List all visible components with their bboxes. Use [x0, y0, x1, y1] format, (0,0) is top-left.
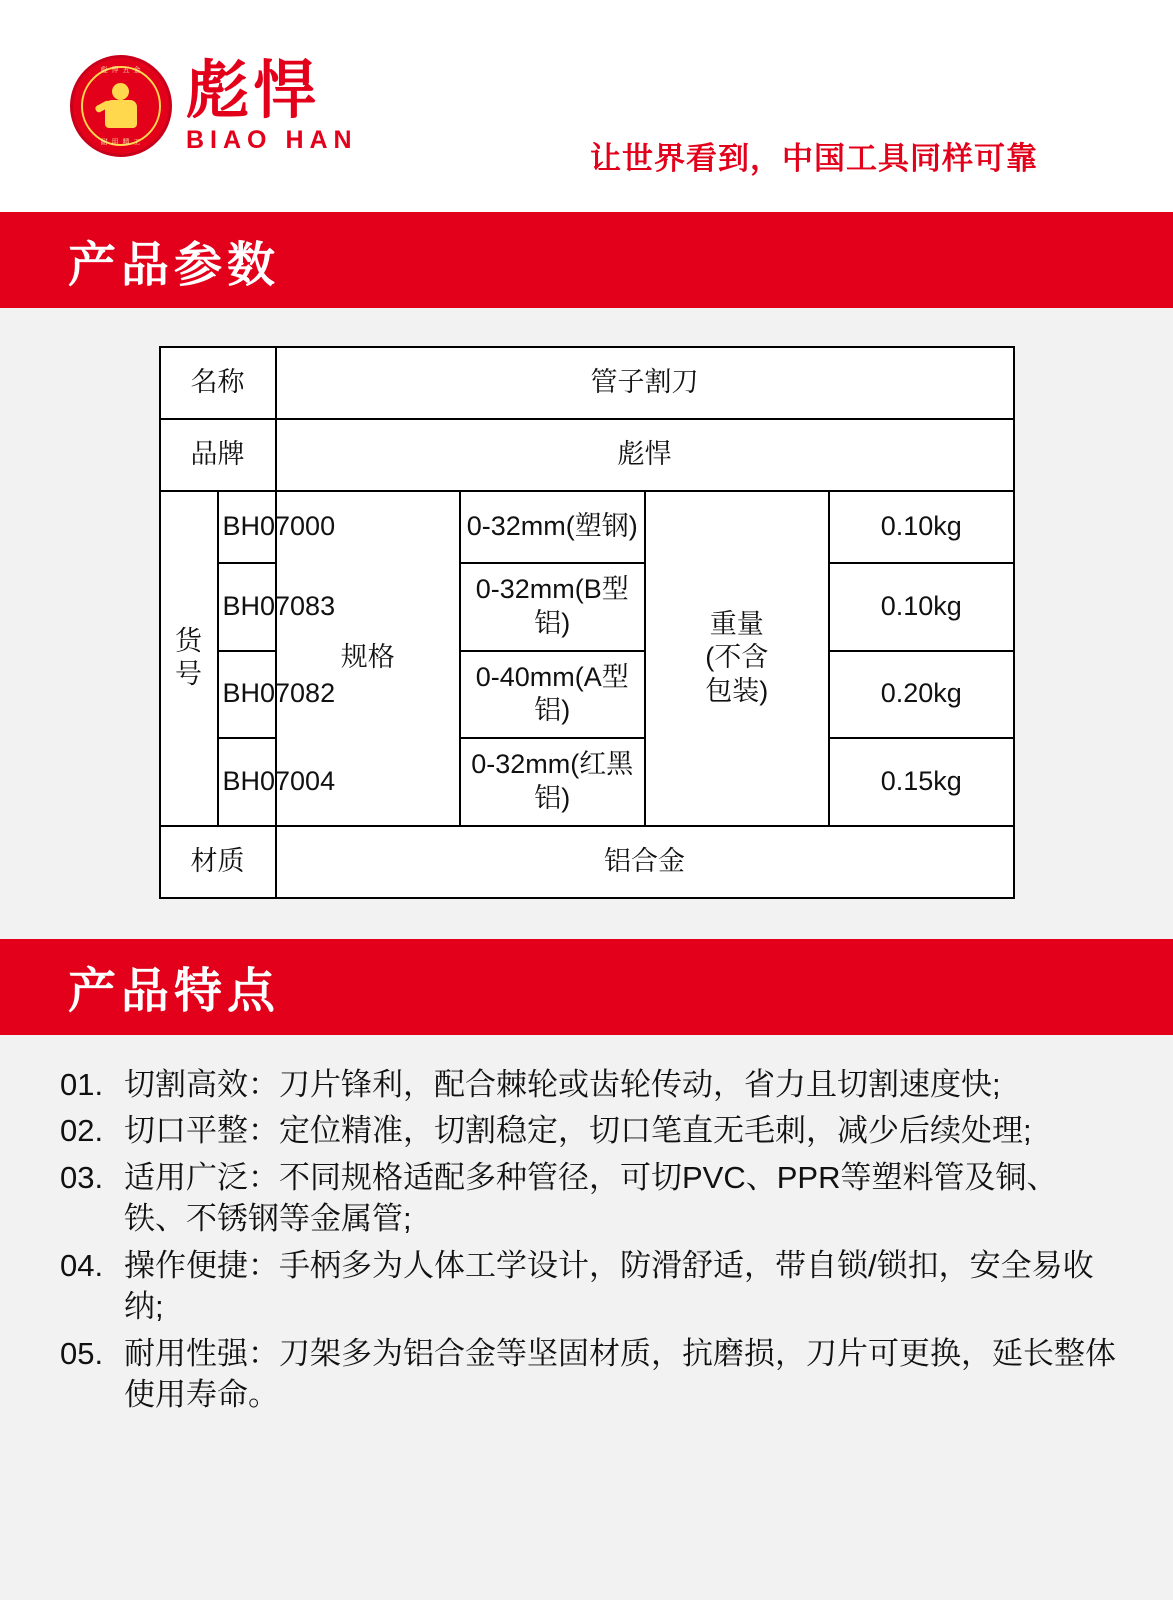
table-row [160, 826, 1014, 898]
feature-text: 切割高效：刀片锋利，配合棘轮或齿轮传动，省力且切割速度快; [124, 1066, 1001, 1102]
spec-material-value: 铝合金 [276, 826, 1014, 898]
brand-lockup [70, 55, 358, 157]
product-spec-table [159, 346, 1015, 899]
spec-weight-label-line2: (不含 [705, 642, 769, 673]
feature-number: 05. [60, 1335, 104, 1371]
table-row [160, 491, 1014, 563]
feature-text: 操作便捷：手柄多为人体工学设计，防滑舒适，带自锁/锁扣，安全易收纳; [124, 1248, 1094, 1325]
spec-code-value-1: BH07000 [218, 491, 276, 563]
list-item [60, 1334, 1117, 1416]
spec-range-value-3: 0-40mm(A型铝) [460, 651, 645, 739]
spec-weight-value-1: 0.10kg [829, 491, 1014, 563]
spec-weight-value-3: 0.20kg [829, 651, 1014, 739]
list-item [60, 1246, 1117, 1328]
page-header [0, 0, 1173, 212]
feature-text: 切口平整：定位精准，切割稳定，切口笔直无毛刺，减少后续处理; [124, 1113, 1032, 1149]
seal-inner-ring [81, 66, 161, 146]
spec-weight-label-line1: 重量 [709, 608, 764, 639]
spec-material-label: 材质 [160, 826, 276, 898]
feature-number: 02. [60, 1113, 104, 1149]
feature-number: 01. [60, 1066, 104, 1102]
spec-range-value-4: 0-32mm(红黑铝) [460, 738, 645, 826]
spec-weight-label-line3: 包装) [705, 676, 769, 707]
spec-name-label: 名称 [160, 347, 276, 419]
section-title-specs: 产品参数 [68, 238, 281, 292]
section-banner-features [0, 939, 1173, 1035]
brand-seal-logo-icon [70, 55, 172, 157]
list-item [60, 1065, 1117, 1106]
header-slogan: 让世界看到，中国工具同样可靠 [590, 141, 1038, 176]
feature-text: 耐用性强：刀架多为铝合金等坚固材质，抗磨损，刀片可更换，延长整体使用寿命。 [124, 1335, 1116, 1412]
spec-spec-label: 规格 [276, 491, 461, 826]
feature-text: 适用广泛：不同规格适配多种管径，可切PVC、PPR等塑料管及铜、铁、不锈钢等金属管; [124, 1160, 1058, 1237]
brand-names [186, 54, 358, 154]
features-list [0, 1035, 1173, 1462]
spec-table-container [0, 308, 1173, 939]
spec-code-value-4: BH07004 [218, 738, 276, 826]
seal-figure-head [112, 83, 129, 100]
seal-top-text: 彪 悍 五 金 [100, 67, 142, 74]
spec-range-value-1: 0-32mm(塑钢) [460, 491, 645, 563]
spec-name-value: 管子割刀 [276, 347, 1014, 419]
spec-brand-label: 品牌 [160, 419, 276, 491]
spec-code-label: 货号 [160, 491, 218, 826]
seal-bottom-text: 耐 用 精 工 [100, 139, 142, 146]
list-item [60, 1111, 1117, 1152]
list-item [60, 1158, 1117, 1240]
spec-code-value-2: BH07083 [218, 563, 276, 651]
spec-weight-label [645, 491, 830, 826]
section-title-features: 产品特点 [68, 965, 281, 1018]
brand-name-cn: 彪悍 [186, 54, 320, 127]
table-row [160, 347, 1014, 419]
spec-code-value-3: BH07082 [218, 651, 276, 739]
seal-worker-figure-icon [99, 81, 143, 131]
spec-weight-value-4: 0.15kg [829, 738, 1014, 826]
spec-weight-value-2: 0.10kg [829, 563, 1014, 651]
table-row [160, 419, 1014, 491]
brand-name-en: BIAO HAN [186, 126, 358, 154]
spec-brand-value: 彪悍 [276, 419, 1014, 491]
feature-number: 04. [60, 1248, 104, 1284]
feature-number: 03. [60, 1160, 104, 1196]
spec-range-value-2: 0-32mm(B型铝) [460, 563, 645, 651]
section-banner-specs [0, 212, 1173, 308]
